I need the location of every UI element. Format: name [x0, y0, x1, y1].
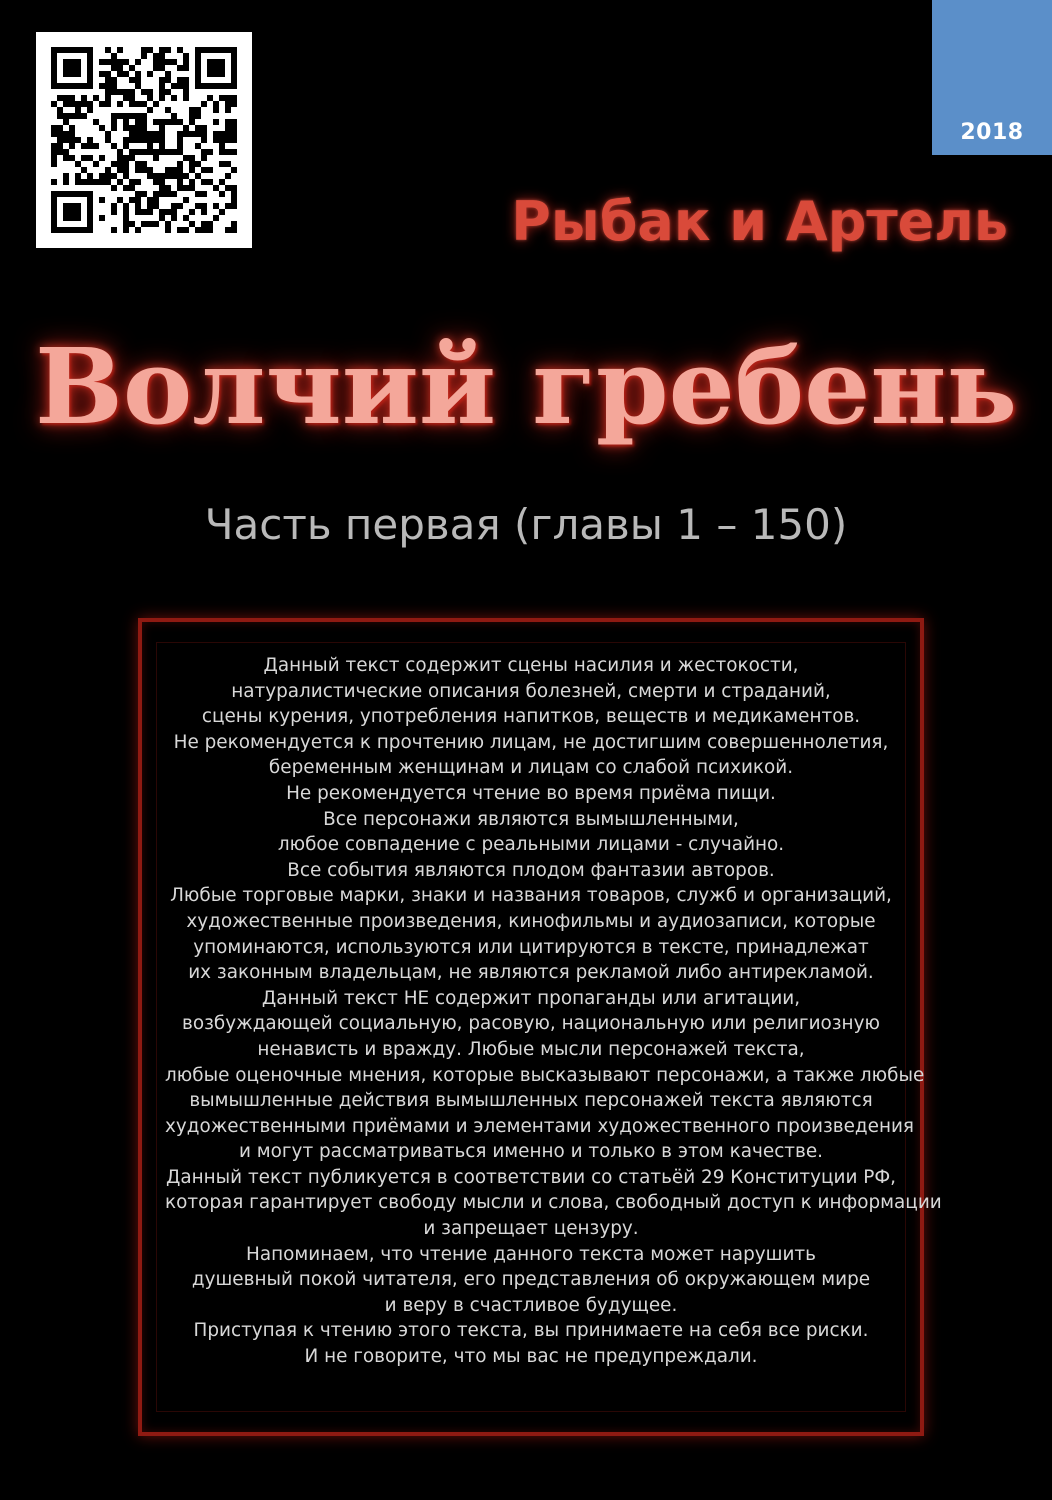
disclaimer-line: Не рекомендуется чтение во время приёма пищи.	[286, 782, 776, 804]
disclaimer-line: Напоминаем, что чтение данного текста может нарушить	[246, 1243, 816, 1265]
disclaimer-line: упоминаются, используются или цитируются в тексте, принадлежат	[193, 936, 869, 958]
disclaimer-line: которая гарантирует свободу мысли и слова, свободный доступ к информации	[165, 1192, 942, 1214]
disclaimer-line: душевный покой читателя, его представления об окружающем мире	[191, 1269, 871, 1291]
disclaimer-line: вымышленные действия вымышленных персонажей текста являются	[189, 1090, 873, 1112]
disclaimer-line: сцены курения, употребления напитков, веществ и медикаментов.	[201, 706, 861, 728]
publisher-name: Рыбак и Артель	[511, 190, 1008, 253]
disclaimer-line: И не говорите, что мы вас не предупреждали.	[304, 1346, 758, 1368]
page-title: Волчий гребень	[34, 325, 1018, 448]
disclaimer-line: любые оценочные мнения, которые высказывают персонажи, а также любые	[165, 1064, 925, 1086]
disclaimer-line: их законным владельцам, не являются рекламой либо антирекламой.	[188, 962, 874, 984]
qr-code	[36, 32, 252, 248]
qr-code-image	[51, 47, 237, 233]
disclaimer-line: ненависть и вражду. Любые мысли персонажей текста,	[257, 1038, 805, 1060]
disclaimer-line: Приступая к чтению этого текста, вы принимаете на себя все риски.	[193, 1320, 869, 1342]
disclaimer-line: и могут рассматриваться именно и только в этом качестве.	[238, 1141, 824, 1163]
disclaimer-line: Все персонажи являются вымышленными,	[323, 808, 739, 830]
disclaimer-line: художественными приёмами и элементами художественного произведения	[165, 1115, 914, 1137]
subtitle: Часть первая (главы 1 – 150)	[204, 500, 848, 549]
disclaimer-line: Данный текст содержит сцены насилия и жестокости,	[263, 655, 799, 676]
disclaimer-line: любое совпадение с реальными лицами - случайно.	[277, 834, 785, 856]
disclaimer-line: беременным женщинам и лицам со слабой психикой.	[268, 757, 794, 779]
disclaimer-line: художественные произведения, кинофильмы и аудиозаписи, которые	[186, 910, 876, 932]
disclaimer-line: Не рекомендуется к прочтению лицам, не достигшим совершеннолетия,	[173, 731, 889, 753]
disclaimer-line: Данный текст публикуется в соответствии со статьёй 29 Конституции РФ,	[165, 1166, 897, 1188]
disclaimer-line: и веру в счастливое будущее.	[384, 1294, 678, 1316]
disclaimer-line: Все события являются плодом фантазии авторов.	[287, 859, 775, 881]
disclaimer-text	[165, 653, 942, 1370]
disclaimer-line: Любые торговые марки, знаки и названия товаров, служб и организаций,	[170, 885, 892, 907]
disclaimer-inner-border	[156, 642, 942, 1412]
disclaimer-line: натуралистические описания болезней, смерти и страданий,	[231, 680, 831, 702]
disclaimer-line: и запрещает цензуру.	[423, 1218, 639, 1240]
disclaimer-frame	[138, 618, 942, 1436]
year-badge: 2018	[932, 0, 1052, 155]
disclaimer-line: Данный текст НЕ содержит пропаганды или агитации,	[261, 987, 801, 1009]
disclaimer-line: возбуждающей социальную, расовую, национальную или религиозную	[182, 1013, 880, 1035]
